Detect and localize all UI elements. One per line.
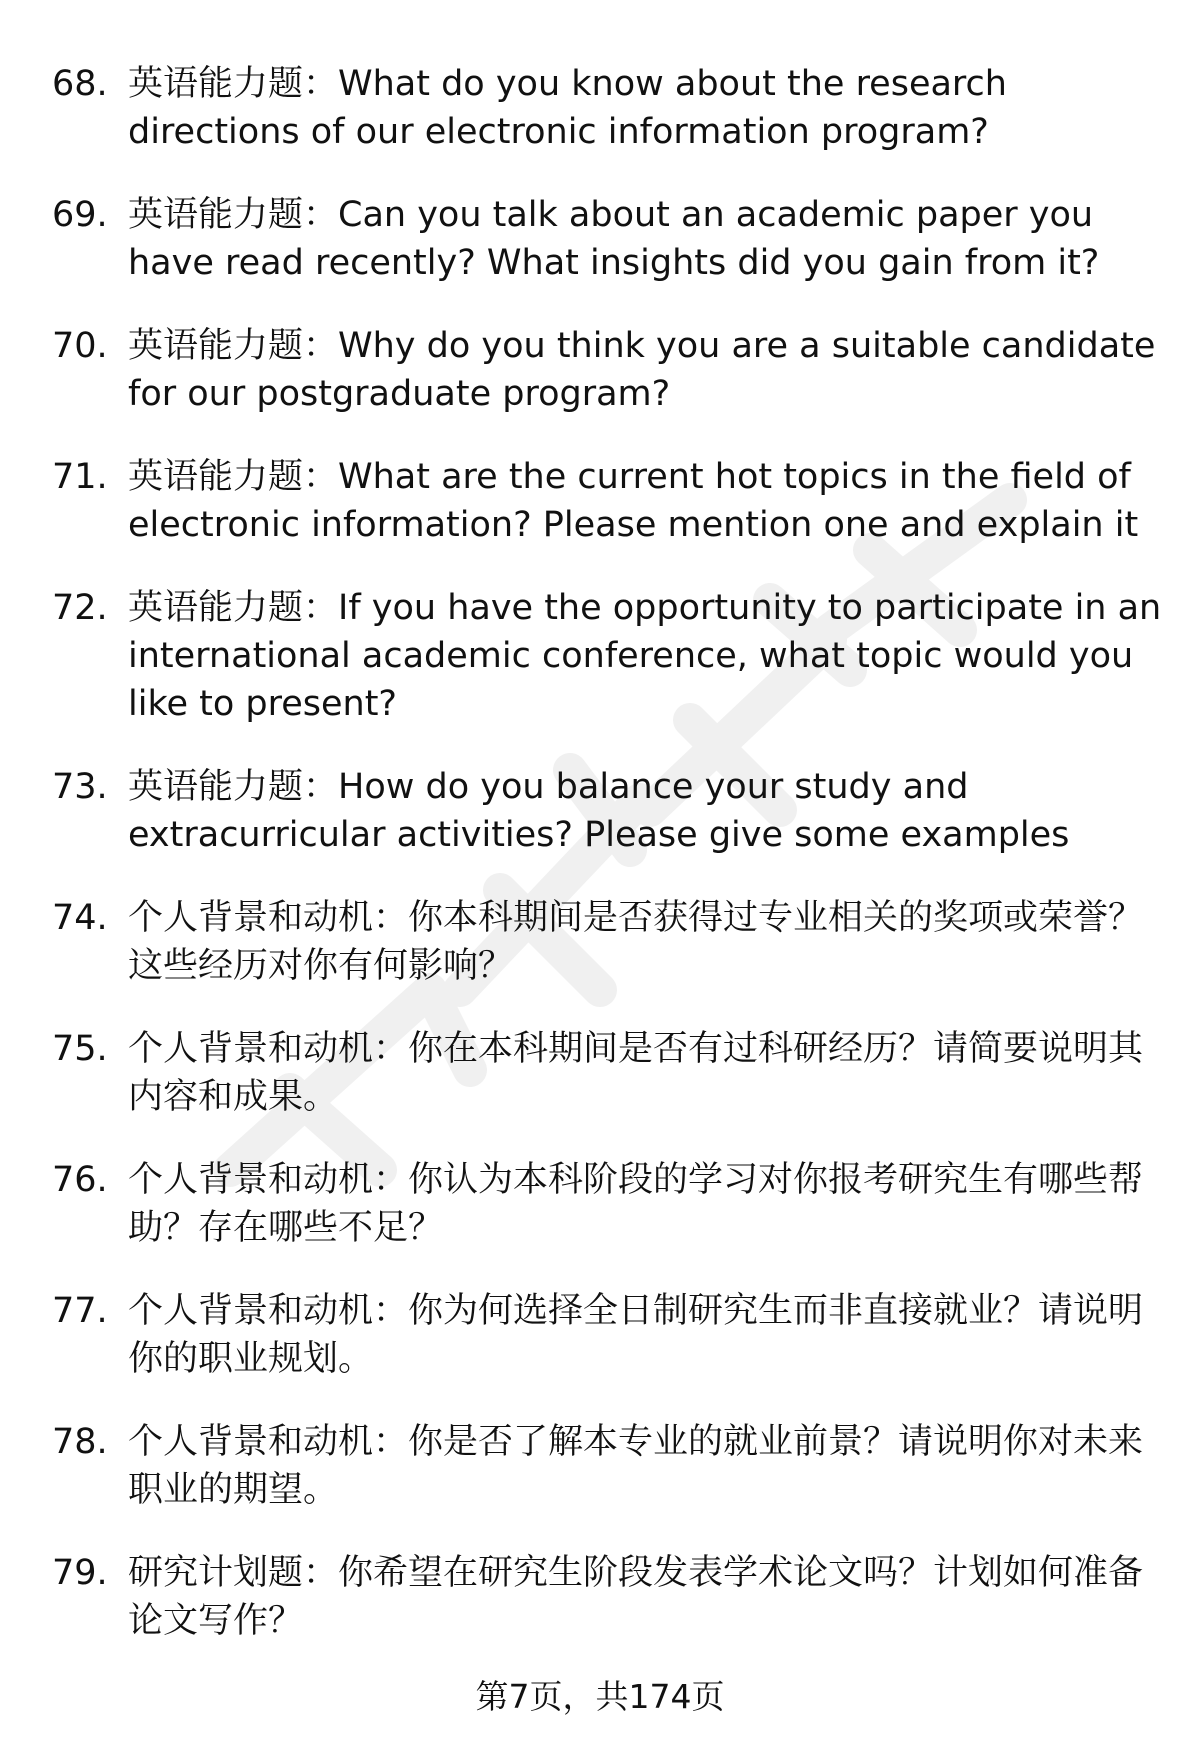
- question-text: 英语能力题：What do you know about the research directions of our electronic information program?: [128, 64, 1007, 152]
- question-item: [52, 60, 1162, 156]
- question-item: [52, 1418, 1162, 1514]
- question-item: [52, 894, 1162, 990]
- question-text: 个人背景和动机：你是否了解本专业的就业前景？请说明你对未来职业的期望。: [128, 1422, 1144, 1510]
- question-text: 个人背景和动机：你本科期间是否获得过专业相关的奖项或荣誉？这些经历对你有何影响？: [128, 898, 1144, 986]
- question-item: [52, 322, 1162, 418]
- question-number: 72.: [52, 588, 108, 628]
- question-text: 英语能力题：If you have the opportunity to participate in an international academic conference, what topic would you like to present?: [128, 588, 1162, 724]
- question-text: 英语能力题：How do you balance your study and extracurricular activities? Please give some examples: [128, 767, 1070, 855]
- question-item: [52, 453, 1162, 549]
- question-item: [52, 1549, 1162, 1645]
- question-text: 研究计划题：你希望在研究生阶段发表学术论文吗？计划如何准备论文写作？: [128, 1553, 1144, 1641]
- question-text: 个人背景和动机：你认为本科阶段的学习对你报考研究生有哪些帮助？存在哪些不足？: [128, 1160, 1144, 1248]
- question-item: [52, 191, 1162, 287]
- question-item: [52, 1025, 1162, 1121]
- question-number: 70.: [52, 326, 108, 366]
- question-text: 英语能力题：Can you talk about an academic paper you have read recently? What insights did you gain from it?: [128, 195, 1100, 283]
- question-number: 71.: [52, 457, 108, 497]
- question-number: 79.: [52, 1553, 108, 1593]
- question-list: [52, 60, 1162, 1680]
- question-number: 75.: [52, 1029, 108, 1069]
- question-item: [52, 584, 1162, 728]
- page-number: 第7页，共174页: [475, 1677, 725, 1716]
- question-number: 73.: [52, 767, 108, 807]
- question-number: 69.: [52, 195, 108, 235]
- question-item: [52, 1287, 1162, 1383]
- question-item: [52, 1156, 1162, 1252]
- question-item: [52, 763, 1162, 859]
- question-text: 英语能力题：Why do you think you are a suitable candidate for our postgraduate program?: [128, 326, 1156, 414]
- question-number: 68.: [52, 64, 108, 104]
- question-number: 78.: [52, 1422, 108, 1462]
- question-number: 74.: [52, 898, 108, 938]
- question-text: 英语能力题：What are the current hot topics in the field of electronic information? Please mention one and explain it: [128, 457, 1139, 545]
- question-number: 77.: [52, 1291, 108, 1331]
- question-number: 76.: [52, 1160, 108, 1200]
- question-text: 个人背景和动机：你为何选择全日制研究生而非直接就业？请说明你的职业规划。: [128, 1291, 1144, 1379]
- question-text: 个人背景和动机：你在本科期间是否有过科研经历？请简要说明其内容和成果。: [128, 1029, 1144, 1117]
